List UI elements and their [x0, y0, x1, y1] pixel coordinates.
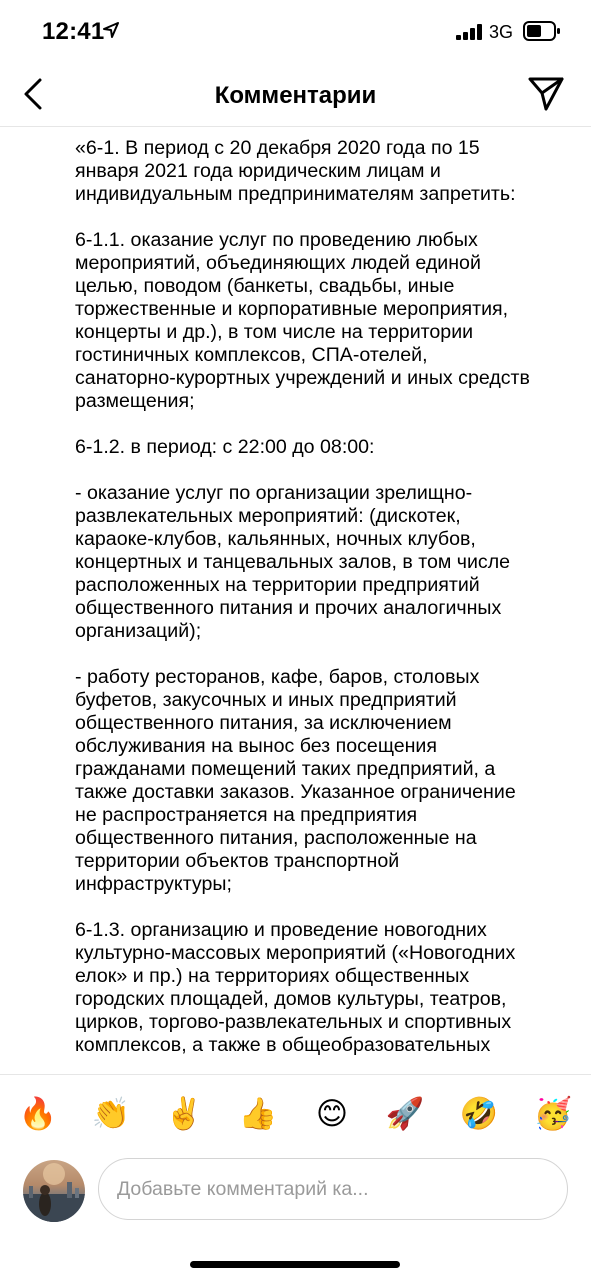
network-type: 3G — [489, 22, 514, 42]
navigation-header — [0, 62, 591, 127]
page-title: Комментарии — [214, 82, 377, 109]
status-bar — [0, 0, 591, 62]
comment-paragraph: 6-1.2. в период: с 22:00 до 08:00: — [75, 436, 375, 458]
battery-icon — [523, 21, 561, 46]
location-arrow-icon — [103, 22, 119, 43]
status-time: 12:41 — [42, 18, 105, 45]
smiling-face-emoji-icon[interactable]: 😊 — [315, 1096, 349, 1132]
rolling-laughing-emoji-icon[interactable]: 🤣 — [459, 1096, 499, 1132]
comment-text — [75, 137, 575, 1074]
divider — [0, 1074, 591, 1075]
victory-hand-emoji-icon[interactable]: ✌️ — [164, 1096, 204, 1132]
comment-paragraph: 6-1.3. организацию и проведение новогодних культурно-массовых мероприятий («Новогодних елок» и пр.) на территориях общественных городских площадей, домов культуры, театров, цирков, торгово-развлекательных и спортивных комплексов, а также в общеобразовательных — [75, 919, 516, 1056]
thumbs-up-emoji-icon[interactable]: 👍 — [238, 1096, 278, 1132]
direct-message-button[interactable] — [527, 76, 565, 112]
fire-emoji-icon[interactable]: 🔥 — [18, 1096, 58, 1132]
comment-input[interactable] — [98, 1158, 568, 1220]
rocket-emoji-icon[interactable]: 🚀 — [385, 1096, 425, 1132]
avatar — [23, 1160, 85, 1222]
home-indicator[interactable] — [190, 1261, 400, 1268]
comment-paragraph: 6-1.1. оказание услуг по проведению любых мероприятий, объединяющих людей единой целью, поводом (банкеты, свадьбы, иные торжественные и корпоративные мероприятия, концерты и др.), в том числе на территории гостиничных комплексов, СПА-отелей, санаторно-курортных учреждений и иных средств размещения; — [75, 229, 530, 412]
paper-plane-icon — [527, 76, 565, 112]
party-face-emoji-icon[interactable]: 🥳 — [533, 1096, 573, 1132]
cellular-signal-icon — [456, 24, 484, 45]
comment-paragraph: - работу ресторанов, кафе, баров, столовых буфетов, закусочных и иных предприятий общественного питания, за исключением обслуживания на вынос без посещения гражданами помещений таких предприятий, а также доставки заказов. Указанное ограничение не распространяется на предприятия общественного питания, расположенные на территории объектов транспортной инфраструктуры; — [75, 666, 516, 895]
clapping-hands-emoji-icon[interactable]: 👏 — [91, 1096, 131, 1132]
comment-paragraph: - оказание услуг по организации зрелищно- развлекательных мероприятий: (дискотек, караоке-клубов, кальянных, ночных клубов, концертных и танцевальных залов, в том числе расположенных на территории предприятий общественного питания и прочих аналогичных организаций); — [75, 482, 511, 642]
emoji-quick-bar — [0, 1092, 591, 1136]
comment-paragraph: «6-1. В период с 20 декабря 2020 года по 15 января 2021 года юридическим лицам и индивидуальным предпринимателям запретить: — [75, 137, 516, 205]
